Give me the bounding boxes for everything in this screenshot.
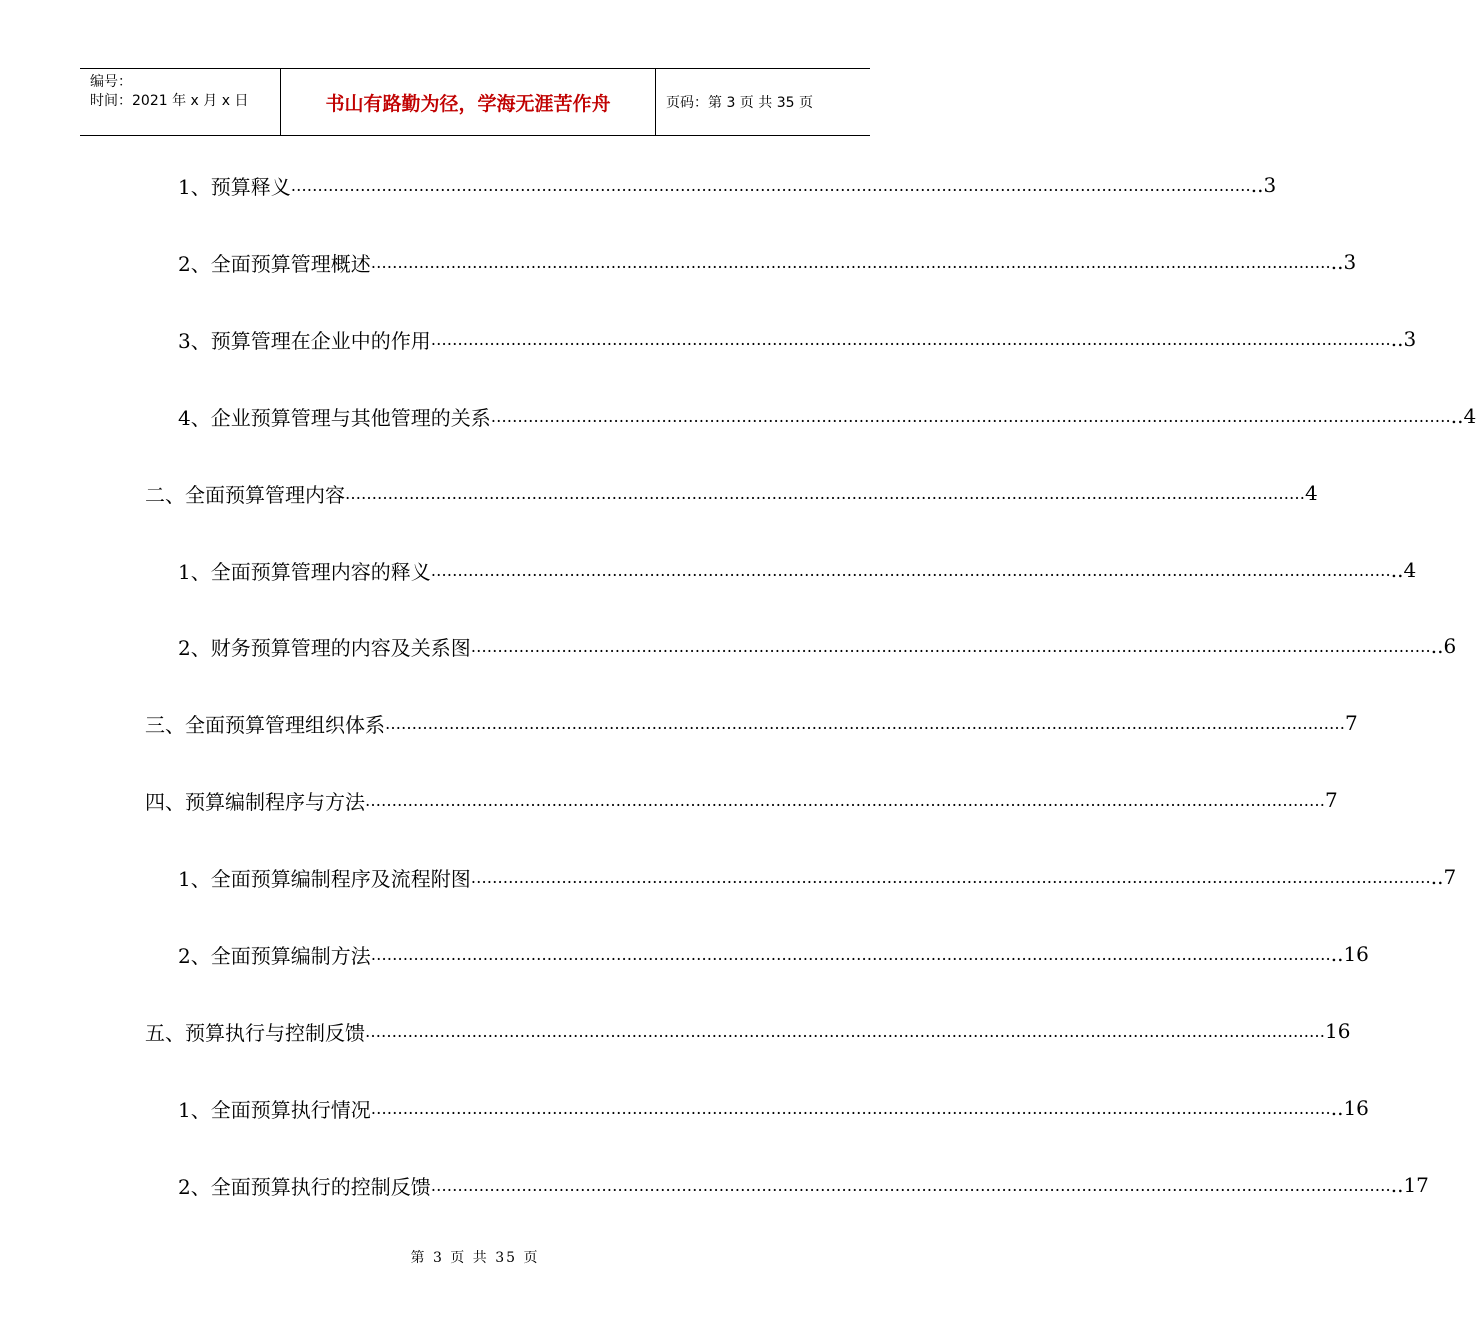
- toc-leader-dots: ………………………………………………………………………………………………………………………………………………………………: [345, 483, 1305, 503]
- toc-entry[interactable]: [178, 170, 1277, 200]
- toc-entry-page: ..4: [1450, 404, 1476, 428]
- toc-leader-dots: ………………………………………………………………………………………………………………………………………………………………: [365, 790, 1325, 810]
- toc-entry[interactable]: [145, 1016, 1351, 1046]
- toc-leader-dots: ………………………………………………………………………………………………………………………………………………………………: [490, 406, 1451, 426]
- toc-entry-page: ..16: [1330, 1096, 1369, 1120]
- toc-leader-dots: ………………………………………………………………………………………………………………………………………………………………: [430, 1175, 1391, 1195]
- toc-leader-dots: ………………………………………………………………………………………………………………………………………………………………: [430, 560, 1391, 580]
- toc-entry[interactable]: [178, 1093, 1369, 1123]
- page-footer: 第 3 页 共 35 页: [410, 1250, 540, 1266]
- toc-entry-title: 全面预算管理组织体系: [185, 712, 385, 737]
- toc-entry[interactable]: [178, 939, 1369, 969]
- toc-entry-number: 3、: [178, 328, 211, 353]
- toc-entry-title: 预算执行与控制反馈: [185, 1020, 365, 1045]
- toc-leader-dots: ………………………………………………………………………………………………………………………………………………………………: [470, 867, 1431, 887]
- toc-entry-title: 全面预算执行的控制反馈: [210, 1174, 431, 1199]
- toc-entry-page: ..16: [1330, 942, 1369, 966]
- toc-entry[interactable]: [145, 478, 1318, 508]
- toc-entry-title: 企业预算管理与其他管理的关系: [210, 405, 491, 430]
- toc-entry[interactable]: [178, 1170, 1429, 1200]
- toc-entry-number: 五、: [145, 1020, 185, 1045]
- toc-entry-title: 预算编制程序与方法: [185, 789, 365, 814]
- toc-entry-number: 2、: [178, 1174, 211, 1199]
- toc-entry-page: 16: [1325, 1019, 1351, 1043]
- toc-entry-number: 二、: [145, 482, 185, 507]
- toc-entry-page: ..3: [1390, 327, 1417, 351]
- toc-entry-page: 7: [1345, 711, 1358, 735]
- toc-entry-page: ..17: [1390, 1173, 1429, 1197]
- toc-entry-number: 2、: [178, 943, 211, 968]
- toc-entry-number: 1、: [178, 866, 211, 891]
- toc-entry-title: 全面预算管理概述: [210, 251, 371, 276]
- toc-entry[interactable]: [145, 785, 1338, 815]
- toc-entry-number: 1、: [178, 1097, 211, 1122]
- header-meta: [80, 69, 280, 135]
- toc-entry-title: 全面预算执行情况: [210, 1097, 371, 1122]
- code-label: 编号：: [90, 74, 132, 90]
- toc-entry-number: 1、: [178, 559, 211, 584]
- toc-leader-dots: ………………………………………………………………………………………………………………………………………………………………: [470, 636, 1431, 656]
- header-motto: 书山有路勤为径，学海无涯苦作舟: [280, 69, 656, 135]
- toc-entry[interactable]: [178, 401, 1476, 431]
- page-header: [80, 68, 870, 136]
- toc-entry[interactable]: [178, 247, 1357, 277]
- toc-entry-number: 2、: [178, 635, 211, 660]
- toc-entry-title: 预算管理在企业中的作用: [210, 328, 431, 353]
- toc-entry[interactable]: [178, 862, 1457, 892]
- toc-entry-page: ..3: [1330, 250, 1357, 274]
- toc-entry[interactable]: [178, 631, 1457, 661]
- toc-entry[interactable]: [145, 708, 1358, 738]
- toc-entry-number: 4、: [178, 405, 211, 430]
- toc-leader-dots: ………………………………………………………………………………………………………………………………………………………………: [365, 1021, 1325, 1041]
- toc-entry-page: 7: [1325, 788, 1338, 812]
- toc-entry-page: ..7: [1430, 865, 1457, 889]
- toc-entry-title: 全面预算管理内容: [185, 482, 345, 507]
- date-label: 时间：2021 年 x 月 x 日: [90, 93, 249, 109]
- toc-entry-number: 三、: [145, 712, 185, 737]
- toc-leader-dots: ………………………………………………………………………………………………………………………………………………………………: [370, 944, 1331, 964]
- toc-entry-page: ..3: [1250, 173, 1277, 197]
- toc-entry-number: 1、: [178, 174, 211, 199]
- toc-leader-dots: ………………………………………………………………………………………………………………………………………………………………: [430, 329, 1391, 349]
- toc-entry-number: 2、: [178, 251, 211, 276]
- toc-entry-title: 财务预算管理的内容及关系图: [210, 635, 471, 660]
- toc-entry[interactable]: [178, 555, 1417, 585]
- toc-leader-dots: ………………………………………………………………………………………………………………………………………………………………: [370, 252, 1331, 272]
- toc-entry-page: ..4: [1390, 558, 1417, 582]
- header-page-info: 页码：第 3 页 共 35 页: [666, 95, 813, 111]
- toc-entry-title: 全面预算编制程序及流程附图: [210, 866, 471, 891]
- toc-entry-title: 全面预算管理内容的释义: [210, 559, 431, 584]
- toc-entry-number: 四、: [145, 789, 185, 814]
- toc-leader-dots: ………………………………………………………………………………………………………………………………………………………………: [290, 175, 1251, 195]
- toc-entry-title: 全面预算编制方法: [210, 943, 371, 968]
- toc-entry-title: 预算释义: [210, 174, 291, 199]
- toc-leader-dots: ………………………………………………………………………………………………………………………………………………………………: [370, 1098, 1331, 1118]
- toc-entry-page: ..6: [1430, 634, 1457, 658]
- toc-leader-dots: ………………………………………………………………………………………………………………………………………………………………: [385, 713, 1345, 733]
- toc-entry[interactable]: [178, 324, 1417, 354]
- toc-entry-page: 4: [1305, 481, 1318, 505]
